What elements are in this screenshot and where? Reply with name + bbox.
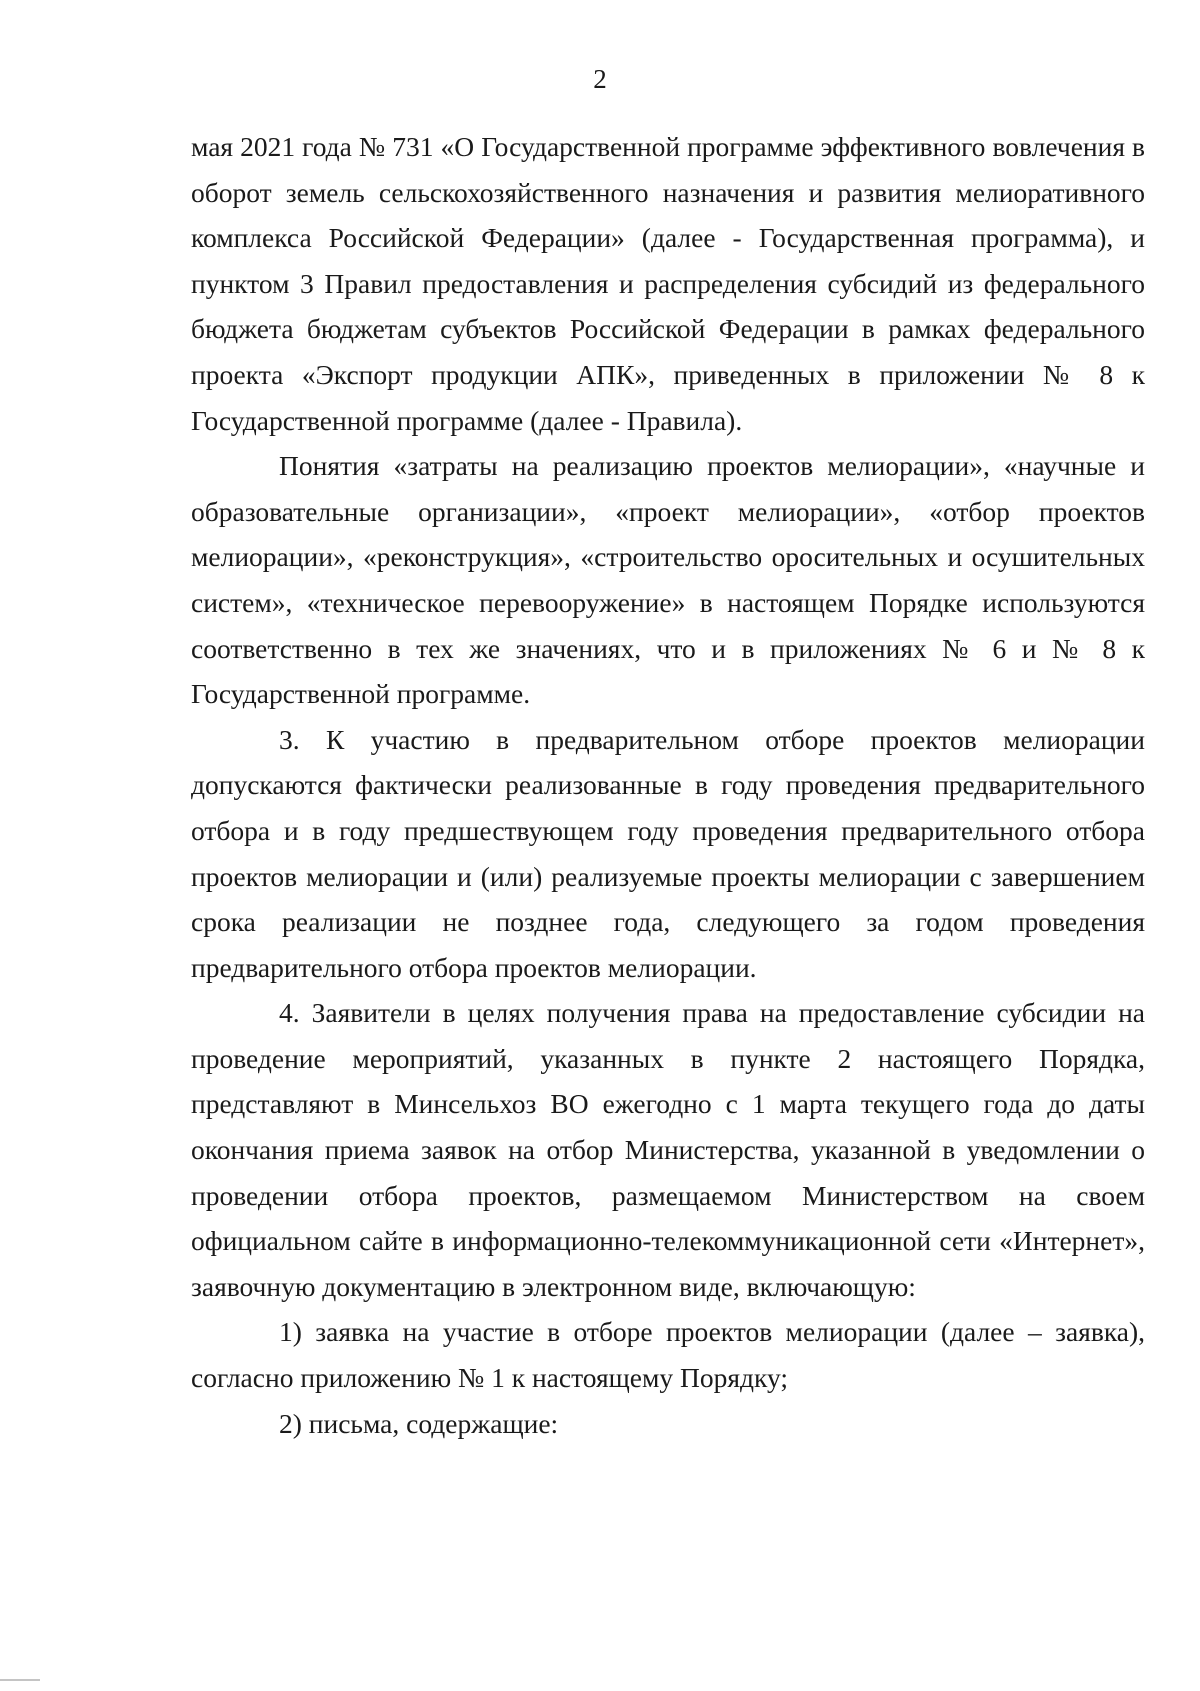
list-item-2: 2) письма, содержащие: (279, 1407, 559, 1439)
paragraph-continuation: мая 2021 года № 731 «О Государственной программе эффективного вовлечения в оборот земель сельскохозяйственного назначения и развития мелиоративного комплекса Российской Федерации» (далее - Государственная программа), и пунктом 3 Правил предоставления и распределения субсидий из федерального бюджета бюджетам субъектов Российской Федерации в рамках федерального проекта «Экспорт продукции АПК», приведенных в приложении № 8 к Государственной программе (далее - Правила). (191, 131, 1145, 436)
paragraph-clause-4: 4. Заявители в целях получения права на предоставление субсидии на проведение мероприятий, указанных в пункте 2 настоящего Порядка, представляют в Минсельхоз ВО ежегодно с 1 марта текущего года до даты окончания приема заявок на отбор Министерства, указанной в уведомлении о проведении отбора проектов, размещаемом Министерством на своем официальном сайте в информационно-телекоммуникационной сети «Интернет», заявочную документацию в электронном виде, включающую: (191, 997, 1145, 1302)
page-number: 2 (593, 64, 607, 94)
paragraph-definitions: Понятия «затраты на реализацию проектов мелиорации», «научные и образовательные организации», «проект мелиорации», «отбор проектов мелиорации», «реконструкция», «строительство оросительных и осушительных систем», «техническое перевооружение» в настоящем Порядке используются соответственно в тех же значениях, что и в приложениях № 6 и № 8 к Государственной программе. (191, 450, 1145, 710)
scan-edge-mark (0, 1679, 40, 1691)
document-body (191, 124, 1145, 1446)
list-item-1: 1) заявка на участие в отборе проектов мелиорации (далее – заявка), согласно приложению № 1 к настоящему Порядку; (191, 1316, 1145, 1394)
paragraph-clause-3: 3. К участию в предварительном отборе проектов мелиорации допускаются фактически реализованные в году проведения предварительного отбора и в году предшествующем году проведения предварительного отбора проектов мелиорации и (или) реализуемые проекты мелиорации с завершением срока реализации не позднее года, следующего за годом проведения предварительного отбора проектов мелиорации. (191, 723, 1145, 983)
